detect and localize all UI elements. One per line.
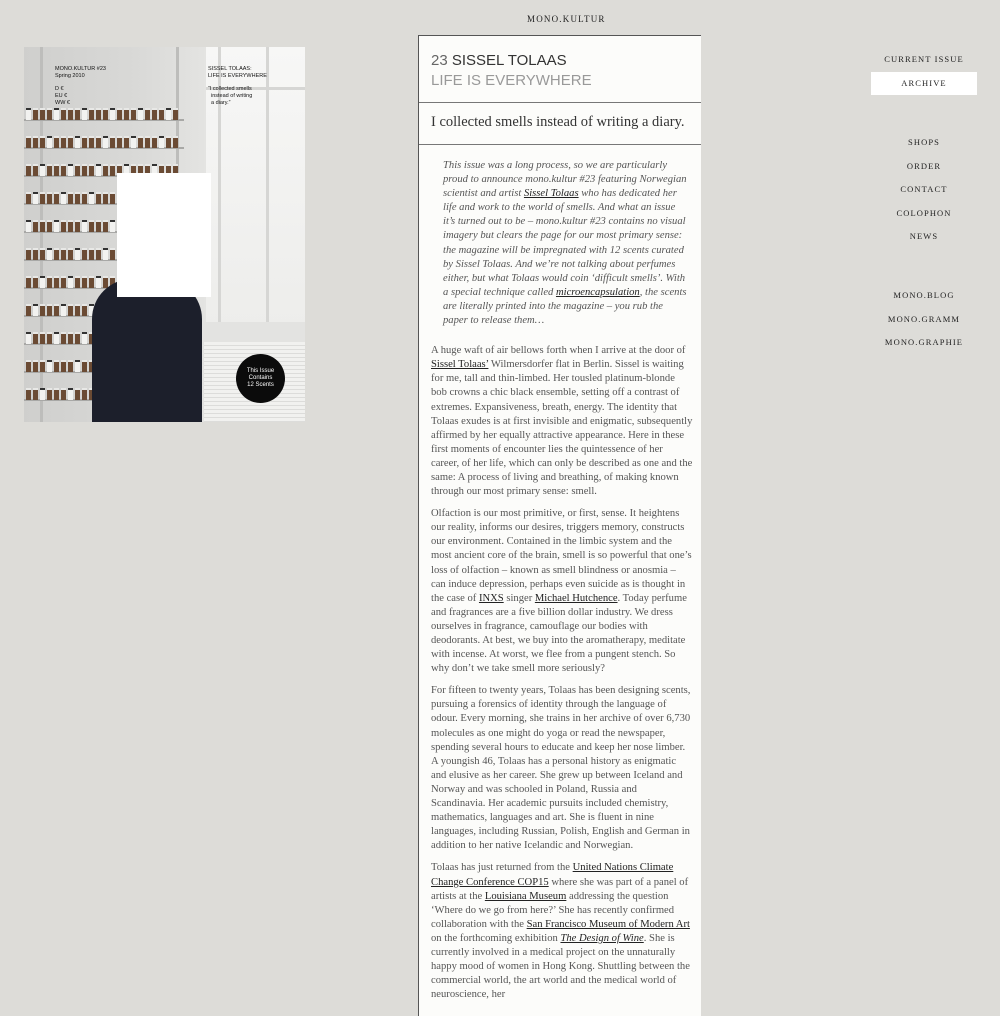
- bottle: [40, 108, 45, 120]
- bottle: [40, 136, 45, 148]
- link-sissel-tolaas-flat[interactable]: Sissel Tolaas’: [431, 359, 489, 371]
- nav-news[interactable]: NEWS: [909, 231, 939, 241]
- bottle: [68, 108, 73, 120]
- bottle: [61, 164, 66, 176]
- bottle: [61, 220, 66, 232]
- bottle: [47, 276, 52, 288]
- bottle: [33, 136, 38, 148]
- bottle: [131, 136, 136, 148]
- bottle: [26, 304, 31, 316]
- bottle: [40, 276, 45, 288]
- bottle: [103, 220, 108, 232]
- bottle: [96, 108, 101, 120]
- bottle: [40, 304, 45, 316]
- bottle: [33, 332, 38, 344]
- link-michael-hutchence[interactable]: Michael Hutchence: [534, 592, 618, 604]
- nav-archive[interactable]: ARCHIVE: [871, 72, 977, 96]
- bottle: [54, 248, 59, 260]
- bottle: [33, 276, 38, 288]
- bottle: [131, 108, 136, 120]
- bottle: [33, 192, 38, 204]
- cover-blank-area: [117, 173, 211, 297]
- bottle: [26, 220, 31, 232]
- bottle: [47, 192, 52, 204]
- nav-main: [871, 48, 977, 95]
- nav-mono: [871, 284, 977, 355]
- bottle: [82, 108, 87, 120]
- bottle: [54, 192, 59, 204]
- link-louisiana-museum[interactable]: Louisiana Museum: [484, 890, 567, 902]
- paragraph: A huge waft of air bellows forth when I arrive at the door of Sissel Tolaas’ Wilmersdorfer flat in Berlin. Sissel is waiting for me, tall and thin-limbed. Her tousled platinum-blonde bob crowns a chic black ensemble, setting off a contrast of extremes. Expansiveness, breath, energy. The identity that Tolaas exudes is at first invisible and enigmatic, subsequently affirmed by her equally attractive appearance. Here in these first moments of encounter lies the quintessence of her career, of her life, which can only be described as one and the same: A process of living and breathing, of making known through our most primary sense: smell.: [431, 345, 693, 498]
- bottle: [117, 108, 122, 120]
- bottle: [54, 276, 59, 288]
- bottle: [54, 220, 59, 232]
- article-header: [419, 36, 701, 103]
- bottle: [89, 136, 94, 148]
- bottle: [110, 248, 115, 260]
- bottle: [96, 220, 101, 232]
- bottle: [152, 136, 157, 148]
- bottle: [82, 192, 87, 204]
- bottle: [61, 276, 66, 288]
- issue-title: 23 SISSEL TOLAAS: [431, 52, 567, 69]
- bottle: [96, 276, 101, 288]
- bottle: [26, 192, 31, 204]
- bottle: [33, 248, 38, 260]
- bottle: [68, 332, 73, 344]
- bottle: [89, 276, 94, 288]
- bottle: [54, 332, 59, 344]
- cover-headline: SISSEL TOLAAS: LIFE IS EVERYWHERE “I collected smells instead of writing a diary.”: [208, 66, 267, 106]
- bottle: [26, 108, 31, 120]
- bottle: [68, 220, 73, 232]
- bottle: [33, 388, 38, 400]
- bottle: [54, 360, 59, 372]
- bottle: [68, 248, 73, 260]
- bottle: [33, 108, 38, 120]
- bottle: [166, 108, 171, 120]
- bottle: [68, 136, 73, 148]
- bottle: [47, 164, 52, 176]
- bottle: [138, 136, 143, 148]
- bottle: [89, 108, 94, 120]
- person: [92, 279, 202, 422]
- bottle: [26, 164, 31, 176]
- bottle: [47, 332, 52, 344]
- bottle: [61, 192, 66, 204]
- link-sfmoma[interactable]: San Francisco Museum of Modern Art: [526, 918, 690, 930]
- bottle: [68, 192, 73, 204]
- bottle: [40, 248, 45, 260]
- bottle: [26, 332, 31, 344]
- bottle: [54, 136, 59, 148]
- bottle: [33, 304, 38, 316]
- bottle: [110, 164, 115, 176]
- bottle: [33, 164, 38, 176]
- link-cop15[interactable]: United Nations Climate Change Conference COP15: [431, 862, 674, 888]
- bottle: [54, 304, 59, 316]
- link-inxs[interactable]: INXS: [478, 592, 504, 604]
- bottle: [145, 108, 150, 120]
- bottle: [89, 192, 94, 204]
- bottle: [75, 276, 80, 288]
- bottle: [75, 108, 80, 120]
- bottle: [89, 248, 94, 260]
- bottle: [61, 332, 66, 344]
- bottle: [54, 108, 59, 120]
- bottle: [75, 164, 80, 176]
- bottle: [47, 304, 52, 316]
- bottle: [82, 164, 87, 176]
- bottle: [40, 164, 45, 176]
- bottle: [61, 248, 66, 260]
- bottle: [103, 248, 108, 260]
- bottle: [40, 332, 45, 344]
- scents-badge: This Issue Contains 12 Scents: [236, 354, 285, 403]
- bottle: [47, 108, 52, 120]
- bottle: [166, 136, 171, 148]
- bottle-row: [26, 136, 178, 146]
- link-sissel-tolaas[interactable]: Sissel Tolaas: [523, 188, 579, 200]
- bottle: [82, 248, 87, 260]
- intro-paragraph: This issue was a long process, so we are particularly proud to announce mono.kultur #23 featuring Norwegian scientist and artist Sissel Tolaas who has dedicated her life and work to the world of smells. And what an issue it’s turned out to be – mono.kultur #23 contains no visual imagery but clears the page for our most primary sense: the magazine will be impregnated with 12 scents curated by Sissel Tolaas. And we’re not talking about perfumes either, but what Tolaas would coin ‘difficult smells’. With a special technique called microencapsulation, the scents are literally printed into the magazine – you rub the paper to release them…: [443, 160, 687, 327]
- bottle: [47, 248, 52, 260]
- article-body: [419, 328, 701, 1002]
- link-design-of-wine[interactable]: The Design of Wine: [560, 932, 644, 944]
- nav-shops[interactable]: SHOPS: [908, 137, 940, 147]
- bottle: [96, 136, 101, 148]
- bottle: [40, 220, 45, 232]
- nav-current-issue[interactable]: CURRENT ISSUE: [884, 54, 964, 64]
- bottle: [68, 276, 73, 288]
- bottle: [117, 136, 122, 148]
- bottle: [54, 388, 59, 400]
- bottle: [33, 360, 38, 372]
- nav-mono-gramm[interactable]: MONO.GRAMM: [887, 313, 961, 324]
- bottle: [103, 108, 108, 120]
- bottle: [26, 276, 31, 288]
- bottle: [40, 388, 45, 400]
- link-microencapsulation[interactable]: microencapsulation: [555, 286, 640, 298]
- bottle: [61, 304, 66, 316]
- bottle: [61, 108, 66, 120]
- paragraph: Tolaas has just returned from the United Nations Climate Change Conference COP15 where she was part of a panel of artists at the Louisiana Museum addressing the question ‘Where do we go from here?’ She has recently confirmed collaboration with the San Francisco Museum of Modern Art on the forthcoming exhibition The Design of Wine. She is currently involved in a medical project on the unnaturally happy mood of women in Hong Kong. Shuttling between the commercial world, the art world and the medical world of neuroscience, her: [431, 862, 690, 1001]
- bottle: [68, 164, 73, 176]
- bottle: [47, 360, 52, 372]
- bottle: [82, 276, 87, 288]
- bottle: [75, 248, 80, 260]
- bottle: [26, 248, 31, 260]
- article-panel: [418, 35, 701, 1016]
- bottle: [75, 360, 80, 372]
- bottle: [82, 332, 87, 344]
- bottle: [40, 360, 45, 372]
- nav-mono-blog[interactable]: MONO.BLOG: [893, 290, 955, 300]
- paragraph: For fifteen to twenty years, Tolaas has been designing scents, pursuing a forensics of identity through the language of odour. Every morning, she trains in her archive of over 6,730 molecules as one might do yoga or read the newspaper, spending several hours to educate and keep her nose limber. A youngish 46, Tolaas has a personal history as enigmatic and elusive as her career. She grew up between Iceland and Norway and was schooled in Poland, Russia and Scandinavia. Her academic pursuits included chemistry, mathematics, languages and art. She is fluent in nine languages, including Russian, Polish, English and German in addition to her native Icelandic and Norwegian.: [431, 685, 691, 852]
- bottle: [68, 388, 73, 400]
- bottle: [75, 192, 80, 204]
- bottle: [96, 248, 101, 260]
- bottle: [89, 164, 94, 176]
- cover-masthead: MONO.KULTUR #23 Spring 2010 D € EU € WW €: [55, 66, 106, 106]
- bottle: [61, 136, 66, 148]
- bottle: [47, 388, 52, 400]
- bottle: [75, 388, 80, 400]
- bottle: [124, 136, 129, 148]
- bottle: [103, 136, 108, 148]
- nav-contact[interactable]: CONTACT: [900, 184, 948, 194]
- bottle: [82, 220, 87, 232]
- bottle: [75, 332, 80, 344]
- nav-order[interactable]: ORDER: [906, 160, 942, 171]
- bottle: [159, 108, 164, 120]
- bottle-row: [26, 108, 178, 118]
- bottle: [82, 136, 87, 148]
- bottle: [75, 136, 80, 148]
- bottle: [96, 192, 101, 204]
- bottle: [82, 388, 87, 400]
- bottle: [47, 136, 52, 148]
- bottle: [61, 388, 66, 400]
- bottle: [152, 108, 157, 120]
- bottle: [75, 220, 80, 232]
- bottle: [82, 360, 87, 372]
- bottle: [26, 388, 31, 400]
- bottle: [96, 164, 101, 176]
- bottle: [110, 108, 115, 120]
- bottle: [47, 220, 52, 232]
- bottle: [110, 192, 115, 204]
- bottle: [103, 192, 108, 204]
- bottle: [173, 136, 178, 148]
- nav-colophon[interactable]: COLOPHON: [896, 207, 952, 218]
- bottle: [61, 360, 66, 372]
- bottle: [110, 220, 115, 232]
- issue-subtitle: LIFE IS EVERYWHERE: [431, 72, 592, 89]
- nav-secondary: [871, 131, 977, 249]
- bottle: [26, 136, 31, 148]
- bottle: [33, 220, 38, 232]
- bottle: [159, 136, 164, 148]
- bottle: [89, 220, 94, 232]
- bottle: [40, 192, 45, 204]
- pull-quote: I collected smells instead of writing a diary.: [419, 103, 701, 145]
- bottle: [75, 304, 80, 316]
- bottle: [54, 164, 59, 176]
- cover-image[interactable]: [24, 47, 305, 422]
- bottle: [82, 304, 87, 316]
- nav-mono-graphie[interactable]: MONO.GRAPHIE: [884, 337, 964, 347]
- bottle: [173, 108, 178, 120]
- bottle: [124, 108, 129, 120]
- bottle: [110, 136, 115, 148]
- bottle: [68, 360, 73, 372]
- bottle: [145, 136, 150, 148]
- bottle: [68, 304, 73, 316]
- bottle: [26, 360, 31, 372]
- bottle: [138, 108, 143, 120]
- bottle: [103, 164, 108, 176]
- paragraph: Olfaction is our most primitive, or first, sense. It heightens our reality, informs our desires, triggers memory, constructs our environment. Contained in the limbic system and the most ancient core of the brain, smell is so powerful that one’s loss of olfaction – known as smell blindness or anosmia – can induce depression, perhaps even suicide as is thought in the case of INXS singer Michael Hutchence. Today perfume and fragrances are a five billion dollar industry. We dress ourselves in fragrance, camouflage our bodies with deodorants. At best, we buy into the aromatherapy, meditate with incense. At worst, we flee from a pungent stench. So why don’t we take smell more seriously?: [431, 508, 692, 675]
